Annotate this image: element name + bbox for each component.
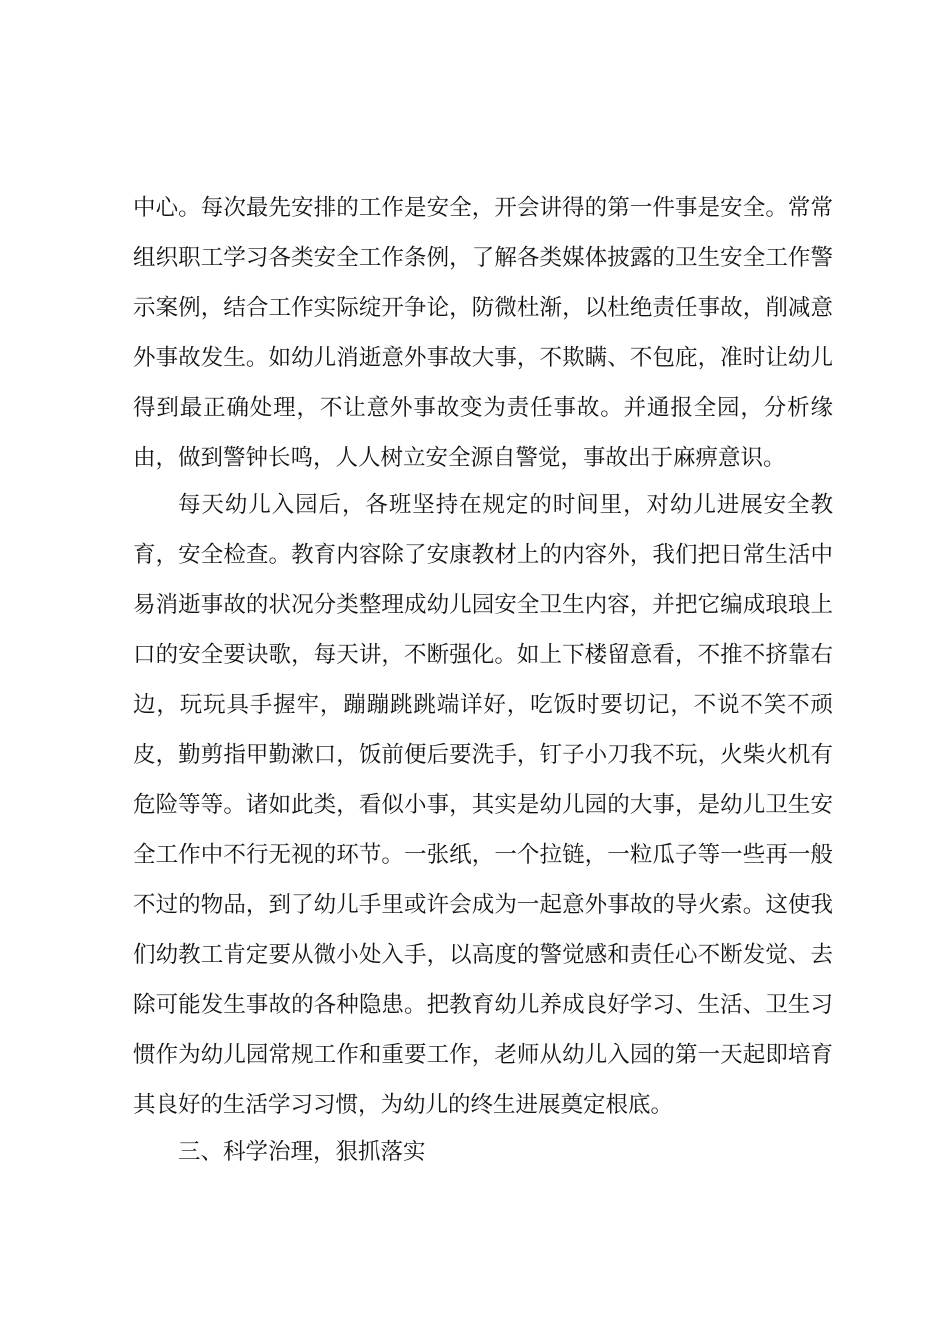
paragraph-line: 其良好的生活学习习惯，为幼儿的终生进展奠定根底。 (133, 1092, 674, 1118)
paragraph-line: 组织职工学习各类安全工作条例，了解各类媒体披露的卫生安全工作警 (133, 245, 833, 271)
paragraph-line: 得到最正确处理，不让意外事故变为责任事故。并通报全园，分析缘 (133, 395, 833, 421)
paragraph-line: 惯作为幼儿园常规工作和重要工作，老师从幼儿入园的第一天起即培育 (133, 1042, 833, 1068)
paragraph-line: 口的安全要诀歌，每天讲，不断强化。如上下楼留意看，不推不挤靠右 (133, 642, 833, 668)
paragraph-line: 示案例，结合工作实际绽开争论，防微杜渐，以杜绝责任事故，削减意 (133, 295, 833, 321)
paragraph-line: 皮，勤剪指甲勤漱口，饭前便后要洗手，钉子小刀我不玩，火柴火机有 (133, 742, 833, 768)
paragraph-line: 不过的物品，到了幼儿手里或许会成为一起意外事故的导火索。这使我 (133, 892, 833, 918)
paragraph-line: 边，玩玩具手握牢，蹦蹦跳跳端详好，吃饭时要切记，不说不笑不顽 (133, 692, 833, 718)
paragraph-line: 们幼教工肯定要从微小处入手，以高度的警觉感和责任心不断发觉、去 (133, 942, 833, 968)
section-heading: 三、科学治理，狠抓落实 (178, 1139, 426, 1165)
paragraph-line: 每天幼儿入园后，各班坚持在规定的时间里，对幼儿进展安全教 (178, 492, 833, 518)
paragraph-line: 外事故发生。如幼儿消逝意外事故大事，不欺瞒、不包庇，准时让幼儿 (133, 345, 833, 371)
paragraph-line: 育，安全检查。教育内容除了安康教材上的内容外，我们把日常生活中 (133, 542, 833, 568)
paragraph-line: 易消逝事故的状况分类整理成幼儿园安全卫生内容，并把它编成琅琅上 (133, 592, 833, 618)
paragraph-line: 全工作中不行无视的环节。一张纸，一个拉链，一粒瓜子等一些再一般 (133, 842, 833, 868)
paragraph-line: 除可能发生事故的各种隐患。把教育幼儿养成良好学习、生活、卫生习 (133, 992, 833, 1018)
paragraph-line: 中心。每次最先安排的工作是安全，开会讲得的第一件事是安全。常常 (133, 195, 833, 221)
paragraph-line: 由，做到警钟长鸣，人人树立安全源自警觉，事故出于麻痹意识。 (133, 445, 786, 471)
paragraph-line: 危险等等。诸如此类，看似小事，其实是幼儿园的大事，是幼儿卫生安 (133, 792, 833, 818)
